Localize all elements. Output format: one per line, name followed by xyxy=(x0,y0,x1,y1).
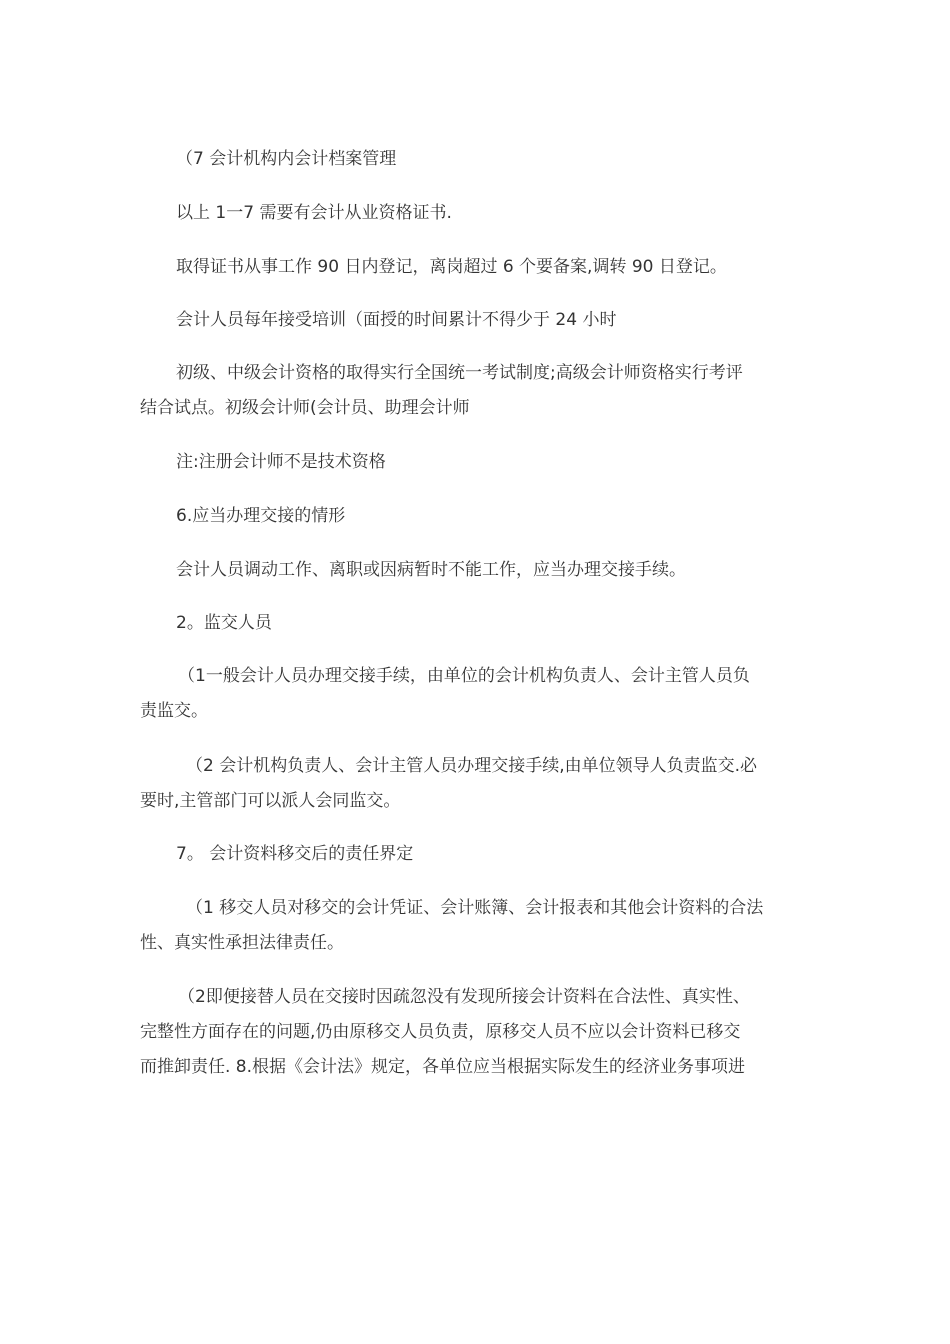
section-heading-supervisors xyxy=(140,606,810,641)
text-line: 7。 会计资料移交后的责任界定 xyxy=(176,844,414,864)
text-line: 以上 1一7 需要有会计从业资格证书. xyxy=(176,203,452,223)
text-line: （1 移交人员对移交的会计凭证、会计账簿、会计报表和其他会计资料的合法 xyxy=(186,898,764,918)
paragraph-head-supervision xyxy=(140,749,810,819)
paragraph-certificate-requirement xyxy=(140,196,810,231)
text-line: （7 会计机构内会计档案管理 xyxy=(176,149,397,169)
text-line: 6.应当办理交接的情形 xyxy=(176,506,346,526)
text-line: （1一般会计人员办理交接手续，由单位的会计机构负责人、会计主管人员负 xyxy=(178,666,750,686)
text-line: 2。监交人员 xyxy=(176,613,272,633)
section-heading-handover-situations xyxy=(140,499,810,534)
paragraph-training xyxy=(140,303,810,338)
text-line: 性、真实性承担法律责任。 xyxy=(140,933,344,953)
text-line: 而推卸责任. 8.根据《会计法》规定，各单位应当根据实际发生的经济业务事项进 xyxy=(140,1057,746,1077)
text-line: 初级、中级会计资格的取得实行全国统一考试制度;高级会计师资格实行考评 xyxy=(176,363,743,383)
paragraph-handover-conditions xyxy=(140,553,810,588)
text-line: 责监交。 xyxy=(140,701,208,721)
text-line: 会计人员调动工作、离职或因病暂时不能工作，应当办理交接手续。 xyxy=(176,560,686,580)
text-line: 要时,主管部门可以派人会同监交。 xyxy=(140,791,401,811)
text-line: 完整性方面存在的问题,仍由原移交人员负责，原移交人员不应以会计资料已移交 xyxy=(140,1022,741,1042)
paragraph-general-supervision xyxy=(140,659,810,729)
text-line: （2 会计机构负责人、会计主管人员办理交接手续,由单位领导人负责监交.必 xyxy=(186,756,758,776)
paragraph-registration xyxy=(140,250,810,285)
section-heading-responsibility xyxy=(140,837,810,872)
paragraph-cpa-note xyxy=(140,445,810,480)
paragraph-transferor-liability xyxy=(140,891,810,961)
text-line: 注:注册会计师不是技术资格 xyxy=(176,452,386,472)
paragraph-successor-oversight xyxy=(140,980,810,1085)
paragraph-7-archive-management xyxy=(140,142,810,177)
text-line: 结合试点。初级会计师(会计员、助理会计师 xyxy=(140,398,470,418)
paragraph-qualification-exam xyxy=(140,356,810,426)
text-line: 取得证书从事工作 90 日内登记，离岗超过 6 个要备案,调转 90 日登记。 xyxy=(176,257,727,277)
text-line: 会计人员每年接受培训（面授的时间累计不得少于 24 小时 xyxy=(176,310,617,330)
text-line: （2即便接替人员在交接时因疏忽没有发现所接会计资料在合法性、真实性、 xyxy=(178,987,750,1007)
